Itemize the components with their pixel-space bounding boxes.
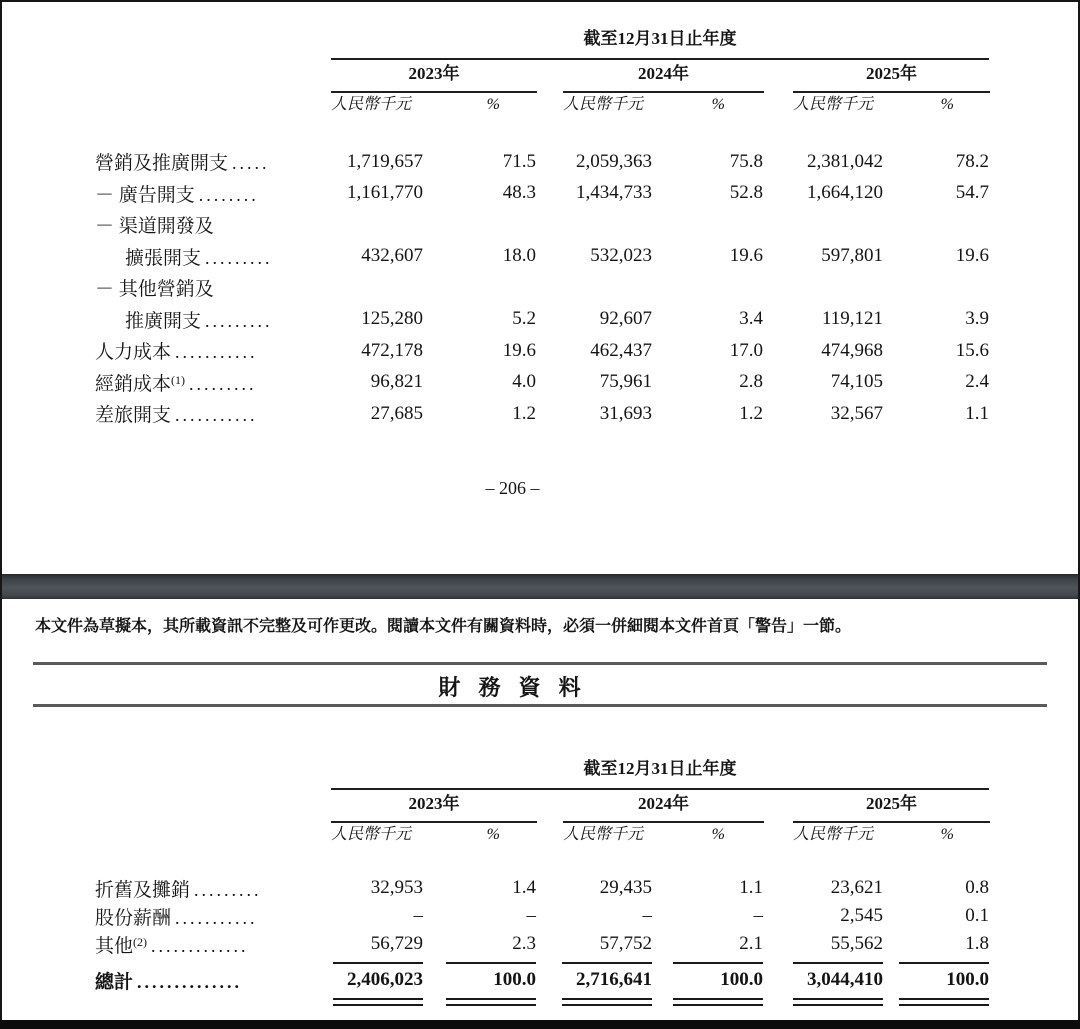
section-rule-bottom: [33, 704, 1047, 707]
total-row: [95, 966, 989, 994]
table-body: [95, 146, 989, 430]
year-rule-2023: [331, 821, 537, 823]
rule-segment: [423, 958, 536, 966]
cell-2023-pct: 71.5: [502, 150, 536, 172]
row-label: － 廣告開支 ........: [95, 184, 259, 206]
cell-2023-pct: 100.0: [493, 969, 536, 990]
row-label: 擴張開支 .........: [125, 247, 273, 269]
cell-2025-pct: 78.2: [955, 150, 989, 172]
cell-2025-amount: 597,801: [821, 245, 883, 267]
cell-2025-pct: 0.1: [965, 905, 989, 926]
cell-2025-amount: 74,105: [830, 371, 883, 393]
table-row: [95, 304, 989, 336]
cell-2024-amount: 92,607: [599, 308, 652, 330]
cell-2023-amount: –: [413, 905, 423, 926]
table-row: [95, 241, 989, 273]
subtotal-rule-row: [95, 958, 989, 966]
row-label: 股份薪酬 ...........: [95, 907, 258, 929]
cell-2025-amount: 1,664,120: [807, 182, 883, 204]
cell-2024-amount: 75,961: [599, 371, 652, 393]
column-year-2025: 2025年: [866, 64, 917, 83]
table-row: [95, 272, 989, 304]
unit-label-2025: 人民幣千元: [793, 96, 874, 113]
cell-2024-amount: 532,023: [590, 245, 652, 267]
double-rule-segment: [331, 994, 423, 1008]
period-header: 截至12月31日止年度: [583, 29, 737, 48]
table-row: [95, 209, 989, 241]
column-year-2024: 2024年: [638, 64, 689, 83]
cell-2025-pct: 0.8: [965, 877, 989, 898]
cell-2025-amount: 119,121: [821, 308, 883, 330]
period-header: 截至12月31日止年度: [583, 759, 737, 778]
cell-2023-amount: 56,729: [370, 933, 423, 954]
page-number: – 206 –: [485, 478, 540, 498]
row-label: 人力成本 ...........: [95, 342, 258, 364]
section-title: 財 務 資 料: [438, 675, 587, 700]
cell-2025-pct: 3.9: [965, 308, 989, 330]
cell-2023-amount: 96,821: [370, 371, 423, 393]
year-rule-2024: [563, 91, 764, 93]
cell-2025-pct: 19.6: [955, 245, 989, 267]
cell-2024-pct: 17.0: [729, 339, 763, 361]
column-year-2023: 2023年: [408, 794, 460, 813]
row-label: － 其他營銷及: [95, 279, 214, 301]
cell-2023-pct: 1.2: [512, 402, 536, 424]
cell-2024-amount: 31,693: [599, 402, 652, 424]
rule-segment: [883, 958, 989, 966]
double-rule-segment: [652, 994, 763, 1008]
expenses-table-continued: [95, 758, 989, 1020]
double-rule-segment: [423, 994, 536, 1008]
rule-segment: [652, 958, 763, 966]
cell-2025-pct: 15.6: [955, 339, 989, 361]
pct-label-2025: %: [940, 96, 954, 113]
table-row: [95, 398, 989, 430]
unit-label-2023: 人民幣千元: [331, 96, 412, 113]
rule-segment: [536, 958, 652, 966]
cell-2023-amount: 1,719,657: [347, 150, 423, 172]
table-row: [95, 902, 989, 930]
cell-2023-pct: 5.2: [512, 308, 536, 330]
unit-label-2025: 人民幣千元: [793, 826, 874, 843]
pct-label-2023: %: [486, 826, 500, 843]
cell-2023-amount: 32,953: [370, 877, 423, 898]
table-row: [95, 367, 989, 399]
draft-disclaimer: 本文件為草擬本，其所載資訊不完整及可作更改。閱讀本文件有關資料時，必須一併細閱本文件首頁「警告」一節。: [35, 618, 852, 635]
year-rule-2025: [793, 821, 990, 823]
cell-2024-amount: 29,435: [599, 877, 652, 898]
cell-2024-amount: –: [642, 905, 652, 926]
cell-2023-pct: 48.3: [502, 182, 536, 204]
year-rule-2023: [331, 91, 537, 93]
table-row: [95, 874, 989, 902]
row-label: 經銷成本$^{(1)}$ .........: [95, 372, 257, 395]
cell-2025-amount: 474,968: [821, 339, 883, 361]
row-label: 其他$^{(2)}$ .............: [95, 934, 249, 957]
bottom-black-bar: [0, 1020, 1080, 1029]
cell-2025-pct: 1.1: [965, 402, 989, 424]
cell-2023-pct: 1.4: [512, 877, 536, 898]
rule-segment: [331, 958, 423, 966]
cell-2025-pct: 2.4: [965, 371, 989, 393]
row-label: 營銷及推廣開支 .....: [95, 153, 270, 175]
table-row: [95, 146, 989, 178]
cell-2025-amount: 23,621: [830, 877, 883, 898]
total-double-rule-row: [95, 994, 989, 1008]
cell-2025-amount: 2,545: [840, 905, 883, 926]
cell-2024-amount: 462,437: [590, 339, 652, 361]
row-label: 總計 ..............: [95, 971, 243, 993]
rule-segment: [763, 958, 883, 966]
pct-label-2025: %: [940, 826, 954, 843]
cell-2025-amount: 3,044,410: [807, 969, 883, 990]
double-rule-segment: [763, 994, 883, 1008]
cell-2024-pct: –: [753, 905, 763, 926]
rule-spacer: [95, 994, 331, 1008]
rule-spacer: [95, 958, 331, 966]
cell-2025-pct: 100.0: [946, 969, 989, 990]
cell-2025-pct: 54.7: [955, 182, 989, 204]
pct-label-2024: %: [711, 96, 725, 113]
cell-2024-amount: 57,752: [599, 933, 652, 954]
table-row: [95, 335, 989, 367]
cell-2023-amount: 1,161,770: [347, 182, 423, 204]
row-label: 折舊及攤銷 .........: [95, 879, 262, 901]
cell-2025-amount: 32,567: [830, 402, 883, 424]
column-year-2024: 2024年: [638, 794, 689, 813]
cell-2024-pct: 75.8: [729, 150, 763, 172]
cell-2023-pct: 18.0: [502, 245, 536, 267]
cell-2025-amount: 55,562: [830, 933, 883, 954]
table-body: [95, 874, 989, 1008]
cell-2024-pct: 1.1: [739, 877, 763, 898]
period-header-rule: [331, 58, 989, 60]
cell-2024-pct: 100.0: [720, 969, 763, 990]
expenses-table-page206: [95, 28, 989, 448]
section-rule-top: [33, 662, 1047, 665]
row-label: 推廣開支 .........: [125, 310, 273, 332]
cell-2023-amount: 432,607: [361, 245, 423, 267]
cell-2023-pct: –: [526, 905, 536, 926]
double-rule-segment: [536, 994, 652, 1008]
cell-2023-amount: 27,685: [370, 402, 423, 424]
page-divider-band: [0, 574, 1080, 599]
cell-2023-pct: 2.3: [512, 933, 536, 954]
unit-label-2024: 人民幣千元: [563, 826, 644, 843]
year-rule-2025: [793, 91, 990, 93]
cell-2024-amount: 1,434,733: [576, 182, 652, 204]
cell-2024-pct: 52.8: [729, 182, 763, 204]
unit-label-2024: 人民幣千元: [563, 96, 644, 113]
cell-2024-pct: 2.8: [739, 371, 763, 393]
cell-2023-pct: 4.0: [512, 371, 536, 393]
period-header-rule: [331, 788, 989, 790]
cell-2024-amount: 2,059,363: [576, 150, 652, 172]
table-row: [95, 178, 989, 210]
year-rule-2024: [563, 821, 764, 823]
cell-2024-pct: 2.1: [739, 933, 763, 954]
pct-label-2023: %: [486, 96, 500, 113]
cell-2024-pct: 3.4: [739, 308, 763, 330]
cell-2025-pct: 1.8: [965, 933, 989, 954]
cell-2023-amount: 472,178: [361, 339, 423, 361]
cell-2023-pct: 19.6: [502, 339, 536, 361]
cell-2024-pct: 1.2: [739, 402, 763, 424]
cell-2025-amount: 2,381,042: [807, 150, 883, 172]
unit-label-2023: 人民幣千元: [331, 826, 412, 843]
double-rule-segment: [883, 994, 989, 1008]
column-year-2025: 2025年: [866, 794, 917, 813]
cell-2023-amount: 2,406,023: [347, 969, 423, 990]
row-label: 差旅開支 ...........: [95, 405, 258, 427]
column-year-2023: 2023年: [408, 64, 460, 83]
table-row: [95, 930, 989, 958]
cell-2023-amount: 125,280: [361, 308, 423, 330]
pct-label-2024: %: [711, 826, 725, 843]
cell-2024-amount: 2,716,641: [576, 969, 652, 990]
cell-2024-pct: 19.6: [729, 245, 763, 267]
row-label: － 渠道開發及: [95, 216, 214, 238]
